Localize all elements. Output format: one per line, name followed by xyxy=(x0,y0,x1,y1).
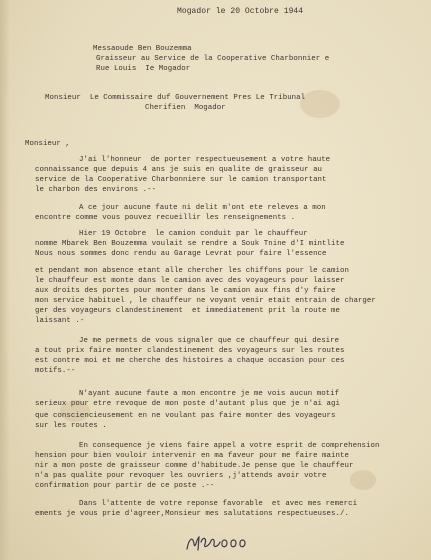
body-line: a tout prix faire monter clandestinement des voyageurs sur les routes xyxy=(35,347,345,355)
date-line: Mogador le 20 Octobre 1944 xyxy=(177,7,304,16)
body-line: aux droits des portes pour monter dans le camion aux fins d'y faire xyxy=(35,287,336,295)
body-line: service de la Cooperative Charbonniere sur le camion transportant xyxy=(35,176,327,184)
body-line: que consciencieusement en ne voulant pas faire monter des voyageurs xyxy=(35,412,336,420)
body-line: hension pour bien vouloir intervenir en ma faveur pour me faire mainte xyxy=(35,452,349,460)
sender-address: Rue Louis Ie Mogador xyxy=(96,65,191,73)
body-line: J'ai l'honneur de porter respectueusement a votre haute xyxy=(79,156,331,164)
recipient-court: Cherifien Mogador xyxy=(145,104,226,112)
body-line: nir a mon poste de graisseur comme d'habitude.Je pense que le chauffeur xyxy=(35,462,354,470)
body-line: serieux pour etre revoque de mon poste d'autant plus que je n'ai agi xyxy=(35,400,340,408)
body-line: le chauffeur est monte dans le camion avec des voyageurs pour laisser xyxy=(35,277,345,285)
body-line: confirmation pour partir de ce poste .-- xyxy=(35,482,215,490)
body-line: Nous nous sommes donc rendu au Garage Levrat pour faire l'essence xyxy=(35,250,327,258)
body-line: est contre moi et me cherche des histoires a chaque occasion pour ces xyxy=(35,357,345,365)
body-line: le charbon des environs .-- xyxy=(35,186,157,194)
body-line: mon service habituel , le chauffeur ne voyant venir etait entrain de charger xyxy=(35,297,376,305)
body-line: Dans l'attente de votre reponse favorable et avec mes remerci xyxy=(79,500,358,508)
body-line: motifs.-- xyxy=(35,367,76,375)
recipient-title: Monsieur Le Commissaire duf Gouvernement Pres Le Tribunal xyxy=(45,94,306,102)
sender-position: Graisseur au Service de la Cooperative Charbonnier e xyxy=(96,55,330,63)
body-line: Hier 19 Octobre le camion conduit par le chauffeur xyxy=(79,230,308,238)
paper-stain xyxy=(350,470,376,490)
body-line: ger des voyageurs clandestinement et immediatement prit la route me xyxy=(35,307,340,315)
body-line: encontre comme vous pouvez recueillir les renseignements . xyxy=(35,214,296,222)
body-line: Je me permets de vous signaler que ce chauffeur qui desire xyxy=(79,337,340,345)
body-line: laissant .- xyxy=(35,317,85,325)
body-line: N'ayant aucune faute a mon encontre je me vois aucun motif xyxy=(79,390,340,398)
body-line: A ce jour aucune faute ni delit m'ont ete releves a mon xyxy=(79,204,326,212)
body-line: ements je vous prie d'agreer,Monsieur mes salutations respectueuses./. xyxy=(35,510,349,518)
paper-stain xyxy=(300,90,340,118)
salutation: Monsieur , xyxy=(25,140,70,148)
body-line: n'a pas qualite pour revoquer les ouvriers ,j'attends avoir votre xyxy=(35,472,327,480)
body-line: En consequence je viens faire appel a votre esprit de comprehension xyxy=(79,442,380,450)
sender-name: Messaoude Ben Bouzemma xyxy=(93,45,192,53)
body-line: connaissance que depuis 4 ans je suis en qualite de graisseur au xyxy=(35,166,323,174)
body-line: sur les routes . xyxy=(35,422,107,430)
page-crease xyxy=(0,0,10,560)
body-line: et pendant mon absence etant alle chercher les chiffons pour le camion xyxy=(35,267,349,275)
body-line: nomme Mbarek Ben Bouzemma voulait se rendre a Souk Tnine d'I mintlite xyxy=(35,240,345,248)
handwritten-signature-icon xyxy=(185,534,255,552)
